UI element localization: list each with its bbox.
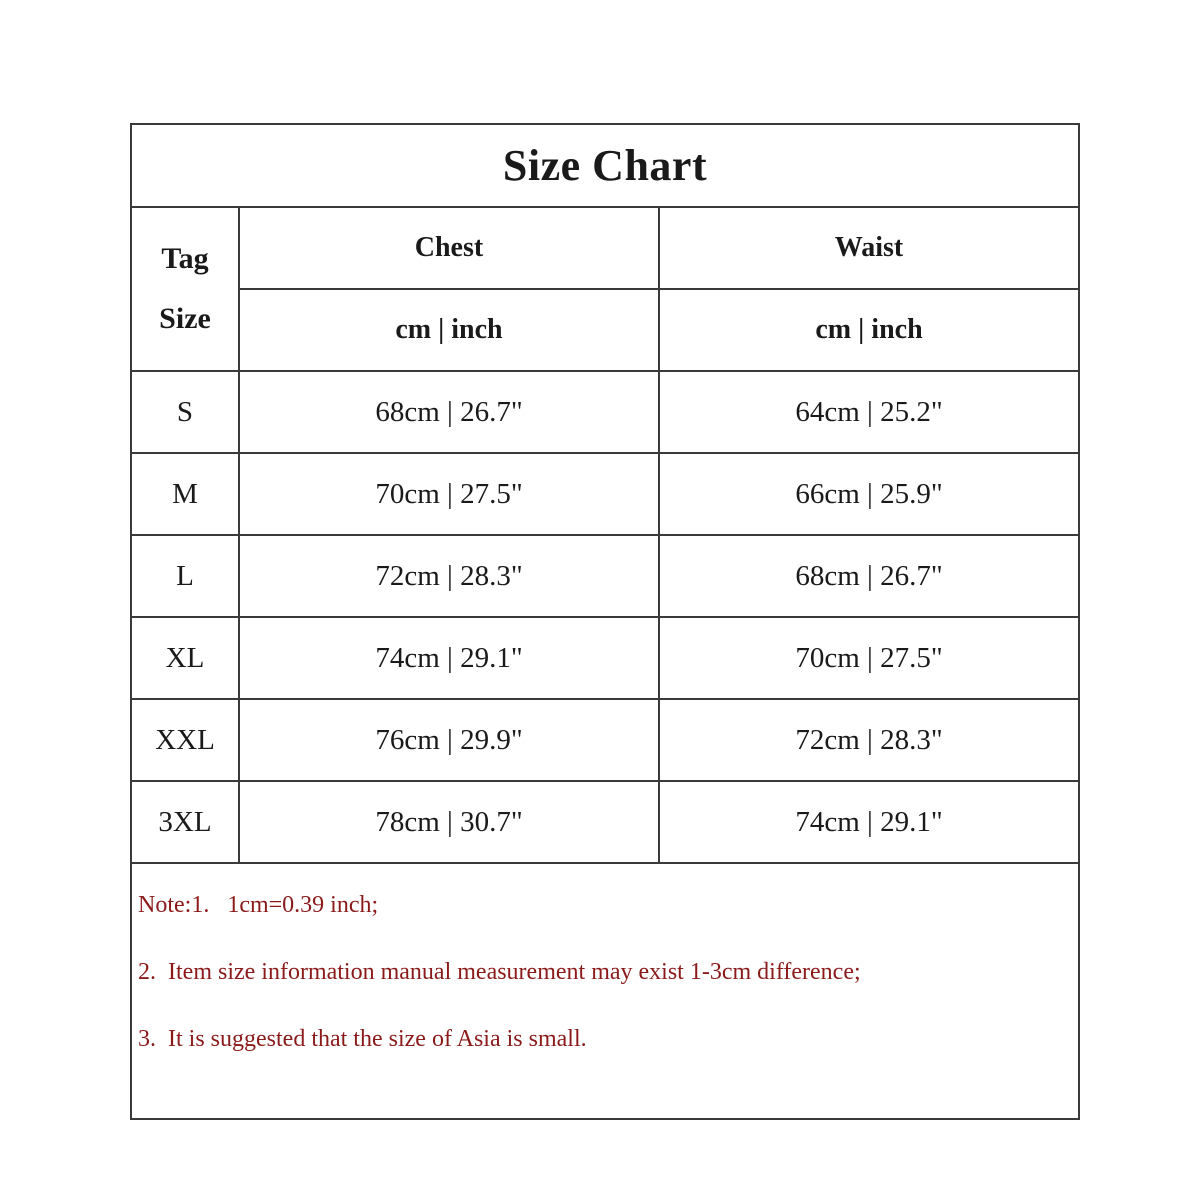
chest-header: Chest [239, 207, 659, 289]
chart-title: Size Chart [131, 124, 1079, 207]
tag-size-label-line1: Tag [161, 242, 209, 275]
note-line-1: Note:1. 1cm=0.39 inch; [138, 892, 379, 918]
size-cell: L [131, 535, 239, 617]
waist-cell: 70cm | 27.5" [659, 617, 1079, 699]
tag-size-header [131, 207, 239, 371]
size-cell: XL [131, 617, 239, 699]
notes-section [131, 863, 1079, 1119]
chest-cell: 76cm | 29.9" [239, 699, 659, 781]
chest-cell: 70cm | 27.5" [239, 453, 659, 535]
chest-cell: 72cm | 28.3" [239, 535, 659, 617]
table-row [131, 453, 1079, 535]
chest-cell: 78cm | 30.7" [239, 781, 659, 863]
waist-cell: 74cm | 29.1" [659, 781, 1079, 863]
chest-cell: 68cm | 26.7" [239, 371, 659, 453]
note-line-2: 2. Item size information manual measurement may exist 1-3cm difference; [138, 959, 861, 985]
table-row [131, 617, 1079, 699]
size-cell: 3XL [131, 781, 239, 863]
table-row [131, 535, 1079, 617]
notes-row [131, 863, 1079, 1119]
waist-cell: 72cm | 28.3" [659, 699, 1079, 781]
size-chart-table [130, 123, 1080, 1120]
waist-unit-header: cm | inch [659, 289, 1079, 371]
header-row [131, 207, 1079, 289]
waist-cell: 66cm | 25.9" [659, 453, 1079, 535]
title-row [131, 124, 1079, 207]
waist-header: Waist [659, 207, 1079, 289]
table-row [131, 699, 1079, 781]
table-row [131, 371, 1079, 453]
chest-cell: 74cm | 29.1" [239, 617, 659, 699]
tag-size-label-line2: Size [159, 302, 211, 335]
table-row [131, 781, 1079, 863]
size-cell: S [131, 371, 239, 453]
size-cell: M [131, 453, 239, 535]
waist-cell: 64cm | 25.2" [659, 371, 1079, 453]
chest-unit-header: cm | inch [239, 289, 659, 371]
waist-cell: 68cm | 26.7" [659, 535, 1079, 617]
unit-row [131, 289, 1079, 371]
note-line-3: 3. It is suggested that the size of Asia is small. [138, 1026, 587, 1052]
size-cell: XXL [131, 699, 239, 781]
